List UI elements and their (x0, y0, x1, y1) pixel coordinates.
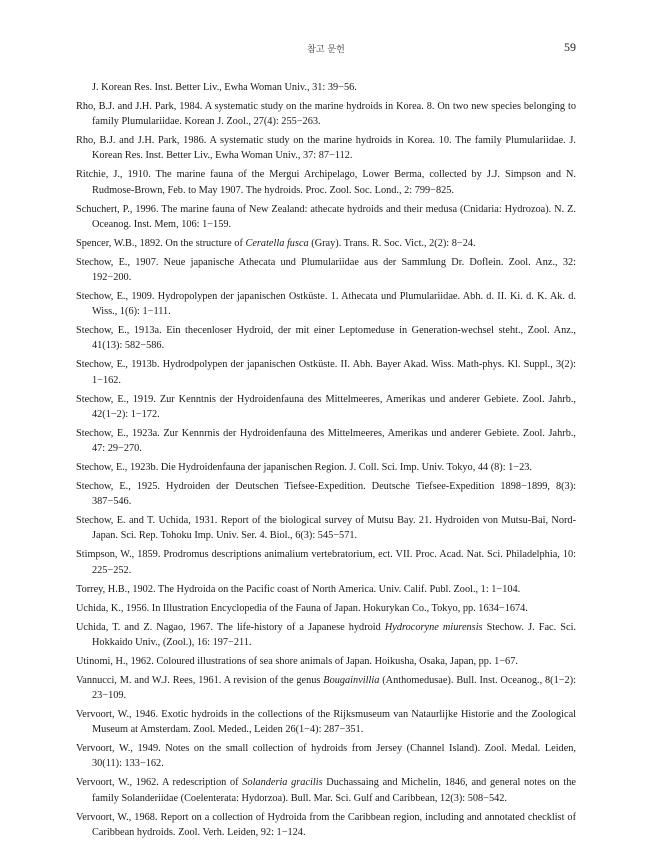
reference-text-continued: Stechow. J. Fac. Sci. Hokkaido Univ., (Zool.), 16: 197−211. (92, 621, 576, 648)
reference-entry (76, 236, 576, 251)
page-header (76, 40, 576, 56)
reference-text: Utinomi, H., 1962. Coloured illustrations of sea shore animals of Japan. Hoikusha, Osaka, Japan, pp. 1−67. (76, 655, 518, 667)
reference-text-continued: (Gray). Trans. R. Soc. Vict., 2(2): 8−24. (308, 237, 476, 249)
reference-entry (76, 479, 576, 509)
reference-text: Stechow, E., 1909. Hydropolypen der japanischen Ostküste. 1. Athecata und Plumulariidae. Abh. d. II. Ki. d. K. Ak. d. Wiss., 1(6): 1−111. (76, 291, 576, 318)
reference-text: Stimpson, W., 1859. Prodromus descriptions animalium vertebratorium, ect. VII. Proc. Acad. Nat. Sci. Philadelphia, 10: 225−252. (76, 549, 576, 576)
reference-text: Spencer, W.B., 1892. On the structure of (76, 237, 246, 249)
reference-text: Stechow, E., 1925. Hydroiden der Deutschen Tiefsee-Expedition. Deutsche Tiefsee-Expedition 1898−1899, 8(3): 387−546. (76, 481, 576, 508)
reference-text-continued: (Anthomedusae). Bull. Inst. Oceanog., 8(1−2): 23−109. (92, 674, 576, 702)
species-name: Solanderia gracilis (242, 777, 323, 789)
reference-entry (76, 460, 576, 475)
reference-text: Stechow, E., 1913b. Hydrodpolypen der japanischen Ostküste. II. Abh. Bayer Akad. Wiss. Math-phys. Kl. Suppl., 3(2): 1−162. (76, 359, 576, 386)
reference-text: Stechow, E., 1913a. Ein thecenloser Hydroid, der mit einer Leptomeduse in Generation-wechsel steht., Zool. Anz., 41(13): 582−586. (76, 325, 576, 352)
reference-entry (76, 582, 576, 597)
reference-entry (76, 707, 576, 737)
reference-entry (76, 654, 576, 669)
reference-entry (76, 255, 576, 285)
reference-entry-continued (76, 80, 576, 95)
species-name: Hydrocoryne miurensis (384, 621, 483, 633)
reference-text: Stechow, E., 1907. Neue japanische Athecata und Plumulariidae aus der Sammlung Dr. Doflein. Zool. Anz., 32: 192−200. (76, 256, 576, 284)
reference-text: Torrey, H.B., 1902. The Hydroida on the Pacific coast of North America. Univ. Calif. Publ. Zool., 1: 1−104. (76, 583, 521, 595)
reference-text: Vervoort, W., 1946. Exotic hydroids in the collections of the Rijksmuseum van Nataurlijke Historie and the Zoological Museum at Amsterdam. Zool. Meded., Leiden 26(1−4): 287−351. (76, 709, 576, 736)
reference-text: Ritchie, J., 1910. The marine fauna of the Mergui Archipelago, Lower Berma, collected by J.J. Simpson and N. Rudmose-Brown, Feb. to May 1907. The hydroids. Proc. Zool. Soc. Lond., 2: 799−825. (76, 169, 576, 196)
reference-text: Stechow, E., 1923b. Die Hydroidenfauna der japanischen Region. J. Coll. Sci. Imp. Univ. Tokyo, 44 (8): 1−23. (76, 462, 532, 474)
reference-text: Stechow, E. and T. Uchida, 1931. Report of the biological survey of Mutsu Bay. 21. Hydroiden von Mutsu-Bai, Nord-Japan. Sci. Rep. Tohoku Imp. Univ. Ser. 4. Biol., 6(3): 545−571. (76, 515, 576, 542)
species-name: Ceratella fusca (245, 237, 309, 249)
reference-entry (76, 357, 576, 387)
reference-text: J. Korean Res. Inst. Better Liv., Ewha Woman Univ., 31: 39−56. (92, 82, 357, 93)
reference-entry (76, 620, 576, 650)
reference-list (76, 80, 576, 844)
reference-entry (76, 547, 576, 577)
reference-text: Vervoort, W., 1949. Notes on the small collection of hydroids from Jersey (Channel Island). Zool. Medal. Leiden, 30(11): 133−162. (76, 743, 576, 770)
reference-text: Vervoort, W., 1962. A redescription of (76, 777, 243, 789)
reference-text: Schuchert, P., 1996. The marine fauna of New Zealand: athecate hydroids and their medusa (Cnidaria: Hydrozoa). N. Z. Oceanog. Inst. Mem, 106: 1−159. (76, 203, 576, 230)
reference-entry (76, 323, 576, 353)
reference-entry (76, 513, 576, 543)
reference-entry (76, 601, 576, 616)
reference-entry (76, 289, 576, 319)
reference-entry (76, 673, 576, 703)
running-header-title: 참고 문헌 (307, 45, 345, 55)
reference-text: Vervoort, W., 1968. Report on a collection of Hydroida from the Caribbean region, including and annotated checklist of Caribbean hydroids. Zool. Verh. Leiden, 92: 1−124. (76, 811, 576, 838)
reference-entry (76, 133, 576, 163)
reference-text: Uchida, T. and Z. Nagao, 1967. The life-history of a Japanese hydroid (76, 621, 385, 633)
reference-entry (76, 741, 576, 771)
reference-text: Stechow, E., 1919. Zur Kenntnis der Hydroidenfauna des Mittelmeeres, Amerikas und anderer Gebiete. Zool. Jahrb., 42(1−2): 1−172. (76, 393, 576, 420)
reference-entry (76, 167, 576, 197)
page-number: 59 (564, 40, 576, 54)
reference-entry (76, 392, 576, 422)
reference-text: Uchida, K., 1956. In Illustration Encyclopedia of the Fauna of Japan. Hokurykan Co., Tokyo, pp. 1634−1674. (76, 602, 528, 614)
reference-entry (76, 202, 576, 232)
reference-text: Rho, B.J. and J.H. Park, 1984. A systematic study on the marine hydroids in Korea. 8. On two new species belonging to family Plumulariidae. Korean J. Zool., 27(4): 255−263. (76, 101, 576, 128)
species-name: Bougainvillia (323, 674, 380, 686)
reference-entry (76, 775, 576, 805)
reference-text-continued: Duchassaing and Michelin, 1846, and general notes on the family Solanderiidae (Coelenterata: Hydorzoa). Bull. Mar. Sci. Gulf and Caribbean, 12(3): 508−542. (92, 777, 576, 804)
reference-text: Stechow, E., 1923a. Zur Kennrnis der Hydroidenfauna des Mittelmeeres, Amerikas und anderer Gebiete. Zool. Jahrb., 47: 29−270. (76, 427, 576, 455)
reference-entry (76, 810, 576, 840)
reference-text: Rho, B.J. and J.H. Park, 1986. A systematic study on the marine hydroids in Korea. 10. The family Plumulariidae. J. Korean Res. Inst. Better Liv., Ewha Woman Univ., 37: 87−112. (76, 135, 576, 162)
reference-text: Vannucci, M. and W.J. Rees, 1961. A revision of the genus (76, 674, 324, 686)
reference-entry (76, 99, 576, 129)
reference-entry (76, 426, 576, 456)
